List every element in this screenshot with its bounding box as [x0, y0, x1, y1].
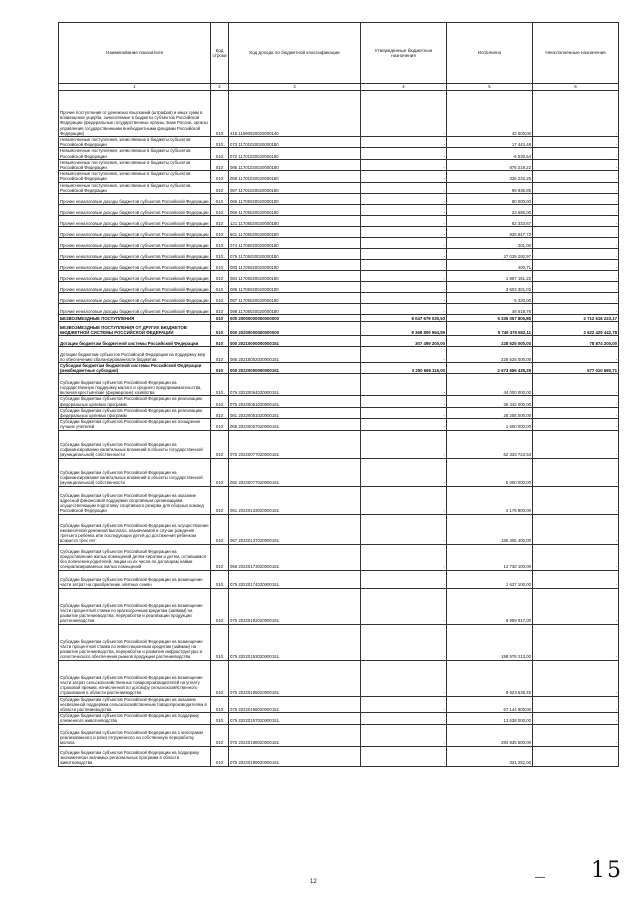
row-kbk: 083 11705020020000180 — [229, 260, 361, 271]
row-plan: - — [361, 293, 447, 304]
row-name: Субсидии бюджетам субъектов Российской Федерации на возмещение части процентной ставки по краткосрочным кредитам (займам) на развитие растениеводства, переработки и реализации продукции растениеводства — [59, 588, 211, 624]
row-done: 99 835,85 — [447, 182, 533, 193]
row-kbk: 000 20200000000000000 — [229, 322, 361, 336]
row-rest: - — [533, 227, 619, 238]
row-rest: - — [533, 282, 619, 293]
income-table-body — [59, 23, 619, 767]
table-row — [59, 696, 619, 713]
row-done: 48 618,78 — [447, 304, 533, 315]
row-code: 010 — [211, 322, 229, 336]
row-kbk: 075 20220192020000151 — [229, 588, 361, 624]
row-kbk: 076 20220064020000151 — [229, 374, 361, 396]
row-code: 010 — [211, 660, 229, 696]
row-code: 010 — [211, 570, 229, 588]
row-name: Субсидии бюджетам субъектов Российской Федерации на поощрение лучших учителей — [59, 419, 211, 430]
row-rest: - — [533, 396, 619, 407]
row-kbk: 098 11701020020000180 — [229, 171, 361, 182]
row-code: 010 — [211, 544, 229, 570]
table-row — [59, 336, 619, 347]
row-plan: 8 368 809 994,59 — [361, 322, 447, 336]
row-kbk: 065 11705020020000180 — [229, 194, 361, 205]
row-plan: - — [361, 419, 447, 430]
row-name: Прочие неналоговые доходы бюджетов субъектов Российской Федерации — [59, 216, 211, 227]
row-code: 010 — [211, 137, 229, 148]
row-code: 010 — [211, 238, 229, 249]
row-kbk: 075 20220051020000151 — [229, 396, 361, 407]
row-plan: 8 047 679 030,53 — [361, 315, 447, 322]
row-plan: - — [361, 696, 447, 713]
row-code: 010 — [211, 363, 229, 374]
row-code: 010 — [211, 171, 229, 182]
row-name: Субсидии бюджетам субъектов Российской Федерации на реализацию федеральных целевых программ — [59, 407, 211, 418]
row-kbk: 085 20215002020000151 — [229, 347, 361, 363]
row-plan: - — [361, 216, 447, 227]
row-name: Прочие неналоговые доходы бюджетов субъектов Российской Федерации — [59, 249, 211, 260]
table-row — [59, 171, 619, 182]
row-done: 2 673 656 435,29 — [447, 363, 533, 374]
row-rest: - — [533, 660, 619, 696]
header-plan: Утвержденные бюджетные назначения — [361, 23, 447, 84]
row-plan: - — [361, 182, 447, 193]
table-row — [59, 304, 619, 315]
table-row — [59, 315, 619, 322]
table-row — [59, 91, 619, 137]
row-name: Прочие неналоговые доходы бюджетов субъектов Российской Федерации — [59, 304, 211, 315]
row-rest: - — [533, 148, 619, 159]
row-done: 67 144 800,00 — [447, 696, 533, 713]
row-code: 010 — [211, 336, 229, 347]
row-done: 62 333 723,63 — [447, 430, 533, 458]
row-name: БЕЗВОЗМЕЗДНЫЕ ПОСТУПЛЕНИЯ ОТ ДРУГИХ БЮДЖЕТОВ БЮДЖЕТНОЙ СИСТЕМЫ РОССИЙСКОЙ ФЕДЕРАЦИИ — [59, 322, 211, 336]
row-rest: - — [533, 171, 619, 182]
row-kbk: 000 20000000000000000 — [229, 315, 361, 322]
row-done: 27 039 292,97 — [447, 249, 533, 260]
row-kbk: 073 11701020020000180 — [229, 137, 361, 148]
row-kbk: 087 11701020020000180 — [229, 182, 361, 193]
row-plan: - — [361, 624, 447, 660]
row-plan: - — [361, 148, 447, 159]
table-row — [59, 374, 619, 396]
row-plan: - — [361, 486, 447, 514]
row-done: 5 746 379 552,11 — [447, 322, 533, 336]
table-row — [59, 238, 619, 249]
table-row — [59, 458, 619, 486]
row-done: 8 623 535,45 — [447, 660, 533, 696]
row-kbk: 075 20220195020000151 — [229, 660, 361, 696]
row-kbk: 081 20220051020000151 — [229, 407, 361, 418]
column-number: 4 — [361, 84, 447, 91]
row-kbk: 075 20220198020000151 — [229, 724, 361, 746]
row-kbk: 075 20220199020000151 — [229, 746, 361, 766]
row-done: 62 333,67 — [447, 216, 533, 227]
row-name: Прочие поступления от денежных взысканий (штрафов) и иных сумм в возмещение ущерба, зачисляемые в бюджеты субъектов Российской Федерации (федеральные государственные органы, Банк России, органы управления государственными внебюджетными фондами Российской Федерации) — [59, 91, 211, 137]
row-rest: - — [533, 746, 619, 766]
row-plan: - — [361, 347, 447, 363]
row-code: 010 — [211, 249, 229, 260]
row-kbk: 098 11705020020000180 — [229, 304, 361, 315]
row-rest: 2 622 429 442,78 — [533, 322, 619, 336]
row-done: 42 500,00 — [447, 91, 533, 137]
row-rest: - — [533, 624, 619, 660]
row-kbk: 067 20220137020000151 — [229, 514, 361, 544]
table-row — [59, 347, 619, 363]
row-code: 010 — [211, 91, 229, 137]
header-name: Наименование показателя — [59, 23, 211, 84]
row-done: 228 625 000,00 — [447, 347, 533, 363]
row-rest: - — [533, 238, 619, 249]
table-row — [59, 407, 619, 418]
row-name: Субсидии бюджетам субъектов Российской Федерации на возмещение части затрат сельскохозяйственных товаропроизводителей на уплату страховой премии, начисленной по договору сельскохозяйственного страхования в области растениеводства — [59, 660, 211, 696]
row-plan: - — [361, 660, 447, 696]
row-code: 010 — [211, 159, 229, 170]
row-rest: - — [533, 159, 619, 170]
row-done: 17 443,48 — [447, 137, 533, 148]
row-name: Субсидии бюджетам субъектов Российской Федерации на софинансирование капитальных вложений в объекты государственной (муниципальной) собственности — [59, 458, 211, 486]
row-name: Невыясненные поступления, зачисляемые в бюджеты субъектов Российской Федерации — [59, 182, 211, 193]
row-code: 010 — [211, 696, 229, 713]
table-row — [59, 205, 619, 216]
row-code: 010 — [211, 216, 229, 227]
row-code: 010 — [211, 182, 229, 193]
row-plan: - — [361, 159, 447, 170]
column-number: 6 — [533, 84, 619, 91]
row-plan: - — [361, 227, 447, 238]
table-row — [59, 227, 619, 238]
row-rest: 2 712 616 223,17 — [533, 315, 619, 322]
row-rest: - — [533, 304, 619, 315]
row-plan: - — [361, 194, 447, 205]
table-row — [59, 363, 619, 374]
row-plan: - — [361, 544, 447, 570]
row-done: 283 835 500,00 — [447, 724, 533, 746]
row-done: 44 000 000,00 — [447, 374, 533, 396]
row-code: 010 — [211, 260, 229, 271]
row-rest: - — [533, 570, 619, 588]
row-done: -6 530,54 — [447, 148, 533, 159]
row-name: Дотации бюджетам субъектов Российской Федерации на поддержку мер по обеспечению сбалансированности бюджетов — [59, 347, 211, 363]
row-rest: - — [533, 430, 619, 458]
row-plan: - — [361, 458, 447, 486]
row-code: 010 — [211, 293, 229, 304]
row-rest: - — [533, 91, 619, 137]
row-name: Прочие неналоговые доходы бюджетов субъектов Российской Федерации — [59, 271, 211, 282]
row-kbk: 075 20220197020000151 — [229, 713, 361, 724]
column-number: 2 — [211, 84, 229, 91]
row-plan: - — [361, 407, 447, 418]
row-plan: - — [361, 514, 447, 544]
row-code: 010 — [211, 396, 229, 407]
table-row — [59, 660, 619, 696]
row-rest: 78 874 200,00 — [533, 336, 619, 347]
table-row — [59, 430, 619, 458]
header-code: Код строки — [211, 23, 229, 84]
row-plan: - — [361, 282, 447, 293]
row-done: 80 000,00 — [447, 194, 533, 205]
row-rest: - — [533, 216, 619, 227]
table-row — [59, 293, 619, 304]
row-code: 010 — [211, 486, 229, 514]
row-plan: - — [361, 724, 447, 746]
table-row — [59, 322, 619, 336]
row-rest: - — [533, 544, 619, 570]
row-rest: - — [533, 182, 619, 193]
row-done: 930 947,72 — [447, 227, 533, 238]
row-rest: - — [533, 696, 619, 713]
row-done: 228 625 000,00 — [447, 336, 533, 347]
row-code: 010 — [211, 746, 229, 766]
row-plan: 307 499 200,00 — [361, 336, 447, 347]
row-done: 180 305 400,00 — [447, 514, 533, 544]
row-rest: - — [533, 458, 619, 486]
table-row — [59, 182, 619, 193]
row-code: 010 — [211, 624, 229, 660]
row-code: 010 — [211, 282, 229, 293]
row-plan: - — [361, 205, 447, 216]
row-name: Невыясненные поступления, зачисляемые в бюджеты субъектов Российской Федерации — [59, 159, 211, 170]
row-plan: - — [361, 271, 447, 282]
row-done: 14 730 100,00 — [447, 544, 533, 570]
row-code: 010 — [211, 148, 229, 159]
row-rest: - — [533, 271, 619, 282]
row-name: Субсидии бюджетам субъектов Российской Федерации на возмещение части затрат на приобретение элитных семян — [59, 570, 211, 588]
row-done: 22 686,00 — [447, 205, 533, 216]
row-rest: - — [533, 407, 619, 418]
row-code: 010 — [211, 205, 229, 216]
row-name: Субсидии бюджетам субъектов Российской Федерации на реализацию федеральных целевых программ — [59, 396, 211, 407]
row-done: 400,71 — [447, 260, 533, 271]
row-plan: - — [361, 713, 447, 724]
row-rest: - — [533, 588, 619, 624]
table-row — [59, 588, 619, 624]
table-row — [59, 271, 619, 282]
row-code: 010 — [211, 588, 229, 624]
row-code: 010 — [211, 407, 229, 418]
row-name: Субсидии бюджетам субъектов Российской Федерации на 1 килограмм реализованного и (или) отгруженного на собственную переработку молока — [59, 724, 211, 746]
row-name: Субсидии бюджетам субъектов Российской Федерации на оказание адресной финансовой поддержки спортивным организациям, осуществляющим подготовку спортивного резерва для сборных команд Российской Федерации — [59, 486, 211, 514]
table-row — [59, 260, 619, 271]
row-name: Субсидии бюджетам субъектов Российской Федерации на государственную поддержку малого и среднего предпринимательства, включая крестьянские (фермерские) хозяйства — [59, 374, 211, 396]
row-kbk: 076 11705020020000180 — [229, 249, 361, 260]
row-rest: - — [533, 249, 619, 260]
row-code: 010 — [211, 724, 229, 746]
header-kbk: Код дохода по бюджетной классификации — [229, 23, 361, 84]
row-code: 010 — [211, 227, 229, 238]
row-kbk: 000 20210000000000151 — [229, 336, 361, 347]
row-done: 326 232,25 — [447, 171, 533, 182]
row-done: 1 627 100,00 — [447, 570, 533, 588]
row-kbk: 075 20220174020000151 — [229, 570, 361, 588]
row-name: Прочие неналоговые доходы бюджетов субъектов Российской Федерации — [59, 282, 211, 293]
row-name: Невыясненные поступления, зачисляемые в бюджеты субъектов Российской Федерации — [59, 171, 211, 182]
row-done: 5 335 057 806,86 — [447, 315, 533, 322]
column-number-row — [59, 84, 619, 91]
table-row — [59, 282, 619, 293]
row-rest: 577 010 680,71 — [533, 363, 619, 374]
table-row — [59, 148, 619, 159]
row-plan: - — [361, 171, 447, 182]
column-number: 1 — [59, 84, 211, 91]
row-name: БЕЗВОЗМЕЗДНЫЕ ПОСТУПЛЕНИЯ — [59, 315, 211, 322]
row-done: 28 256 000,00 — [447, 407, 533, 418]
row-name: Субсидии бюджетам субъектов Российской Федерации на софинансирование капитальных вложений в объекты государственной (муниципальной) собственности — [59, 430, 211, 458]
row-name: Невыясненные поступления, зачисляемые в бюджеты субъектов Российской Федерации — [59, 137, 211, 148]
row-kbk: 601 11705020020000180 — [229, 227, 361, 238]
row-kbk: 068 20220173020000151 — [229, 544, 361, 570]
row-done: 2 176 800,00 — [447, 486, 533, 514]
table-row — [59, 570, 619, 588]
handwritten-page-stamp: 15 — [591, 858, 623, 883]
row-plan: - — [361, 430, 447, 458]
row-code: 010 — [211, 430, 229, 458]
table-row — [59, 419, 619, 430]
row-plan: - — [361, 570, 447, 588]
row-name: Субсидии бюджетам субъектов Российской Федерации на осуществление ежемесячной денежной выплаты, назначаемой в случае рождения третьего ребенка или последующих детей до достижения ребенком возраста трех лет — [59, 514, 211, 544]
column-number: 3 — [229, 84, 361, 91]
row-plan: - — [361, 260, 447, 271]
row-kbk: 084 11705020020000180 — [229, 271, 361, 282]
row-kbk: 085 11705020020000180 — [229, 282, 361, 293]
row-name: Прочие неналоговые доходы бюджетов субъектов Российской Федерации — [59, 260, 211, 271]
row-done: 1 867 161,22 — [447, 271, 533, 282]
row-kbk: 061 20220133020000151 — [229, 486, 361, 514]
row-plan: - — [361, 137, 447, 148]
row-code: 010 — [211, 271, 229, 282]
row-code: 010 — [211, 419, 229, 430]
column-number: 5 — [447, 84, 533, 91]
row-rest: - — [533, 205, 619, 216]
row-rest: - — [533, 486, 619, 514]
table-row — [59, 216, 619, 227]
row-plan: 3 250 666 116,00 — [361, 363, 447, 374]
row-kbk: 075 20220193020000151 — [229, 624, 361, 660]
table-row — [59, 713, 619, 724]
row-done: 8 959 817,00 — [447, 588, 533, 624]
row-code: 010 — [211, 347, 229, 363]
row-kbk: 082 20220077020000151 — [229, 458, 361, 486]
row-name: Субсидии бюджетам субъектов Российской Федерации на предоставление жилых помещений детям-сиротам и детям, оставшимся без попечения родителей, лицам из их числа по договорам найма специализированных жилых помещений — [59, 544, 211, 570]
row-kbk: 068 20220067020000151 — [229, 419, 361, 430]
row-name: Субсидии бюджетам субъектов Российской Федерации на оказание несвязанной поддержки сельскохозяйственным товаропроизводителям в области растениеводства — [59, 696, 211, 713]
row-rest: - — [533, 374, 619, 396]
row-name: Невыясненные поступления, зачисляемые в бюджеты субъектов Российской Федерации — [59, 148, 211, 159]
row-plan: - — [361, 374, 447, 396]
row-name: Прочие неналоговые доходы бюджетов субъектов Российской Федерации — [59, 194, 211, 205]
row-done: 5 000 000,00 — [447, 458, 533, 486]
row-kbk: 085 11701020020000180 — [229, 159, 361, 170]
table-row — [59, 194, 619, 205]
row-kbk: 000 20220000000000151 — [229, 363, 361, 374]
row-plan: - — [361, 91, 447, 137]
table-row — [59, 249, 619, 260]
row-code: 010 — [211, 713, 229, 724]
row-kbk: 075 20220196020000151 — [229, 696, 361, 713]
row-name: Субсидии бюджетам бюджетной системы Российской Федерации (межбюджетные субсидии) — [59, 363, 211, 374]
row-name: Прочие неналоговые доходы бюджетов субъектов Российской Федерации — [59, 205, 211, 216]
row-rest: - — [533, 137, 619, 148]
row-rest: - — [533, 724, 619, 746]
table-row — [59, 486, 619, 514]
table-row — [59, 396, 619, 407]
row-name: Прочие неналоговые доходы бюджетов субъектов Российской Федерации — [59, 227, 211, 238]
row-name: Субсидии бюджетам субъектов Российской Федерации на поддержку экономически значимых региональных программ в области животноводства — [59, 746, 211, 766]
table-row — [59, 544, 619, 570]
row-kbk: 074 11705020020000180 — [229, 238, 361, 249]
row-code: 010 — [211, 374, 229, 396]
row-rest: - — [533, 347, 619, 363]
row-name: Субсидии бюджетам субъектов Российской Федерации на возмещение части процентной ставки по инвестиционным кредитам (займам) на развитие растениеводства, переработки и развития инфраструктуры и логистического обеспечения рынков продукции растениеводства — [59, 624, 211, 660]
row-plan: - — [361, 396, 447, 407]
row-done: 36 342 000,00 — [447, 396, 533, 407]
row-kbk: 121 11705020020000180 — [229, 216, 361, 227]
row-done: 198 578 213,00 — [447, 624, 533, 660]
row-code: 010 — [211, 514, 229, 544]
row-name: Прочие неналоговые доходы бюджетов субъектов Российской Федерации — [59, 238, 211, 249]
row-rest: - — [533, 293, 619, 304]
row-plan: - — [361, 304, 447, 315]
row-kbk: 072 11701020020000180 — [229, 148, 361, 159]
page-number: 12 — [310, 879, 317, 885]
row-done: 5 320,00 — [447, 293, 533, 304]
row-code: 010 — [211, 315, 229, 322]
row-done: 1 500 000,00 — [447, 419, 533, 430]
row-done: 875 219,22 — [447, 159, 533, 170]
row-done: 321 252,00 — [447, 746, 533, 766]
row-kbk: 075 20220077020000151 — [229, 430, 361, 458]
table-row — [59, 724, 619, 746]
header-done: Исполнено — [447, 23, 533, 84]
row-name: Дотации бюджетам бюджетной системы Российской Федерации — [59, 336, 211, 347]
row-kbk: 087 11705020020000180 — [229, 293, 361, 304]
row-name: Прочие неналоговые доходы бюджетов субъектов Российской Федерации — [59, 293, 211, 304]
row-code: 010 — [211, 194, 229, 205]
table-row — [59, 514, 619, 544]
table-header-row — [59, 23, 619, 84]
table-row — [59, 746, 619, 766]
row-plan: - — [361, 249, 447, 260]
row-rest: - — [533, 194, 619, 205]
income-table — [58, 22, 619, 767]
row-name: Субсидии бюджетам субъектов Российской Федерации на поддержку племенного животноводства — [59, 713, 211, 724]
footer-dash: — — [535, 872, 545, 883]
row-code: 010 — [211, 458, 229, 486]
row-done: 13 638 000,00 — [447, 713, 533, 724]
table-row — [59, 137, 619, 148]
row-done: 201,00 — [447, 238, 533, 249]
row-kbk: 066 11705020020000180 — [229, 205, 361, 216]
table-row — [59, 624, 619, 660]
row-rest: - — [533, 419, 619, 430]
row-kbk: 415 11690020020000140 — [229, 91, 361, 137]
row-rest: - — [533, 260, 619, 271]
header-rest: Неисполненные назначения — [533, 23, 619, 84]
row-code: 010 — [211, 304, 229, 315]
row-plan: - — [361, 588, 447, 624]
row-plan: - — [361, 746, 447, 766]
row-rest: - — [533, 514, 619, 544]
row-done: 3 602 301,02 — [447, 282, 533, 293]
row-rest: - — [533, 713, 619, 724]
row-plan: - — [361, 238, 447, 249]
table-row — [59, 159, 619, 170]
